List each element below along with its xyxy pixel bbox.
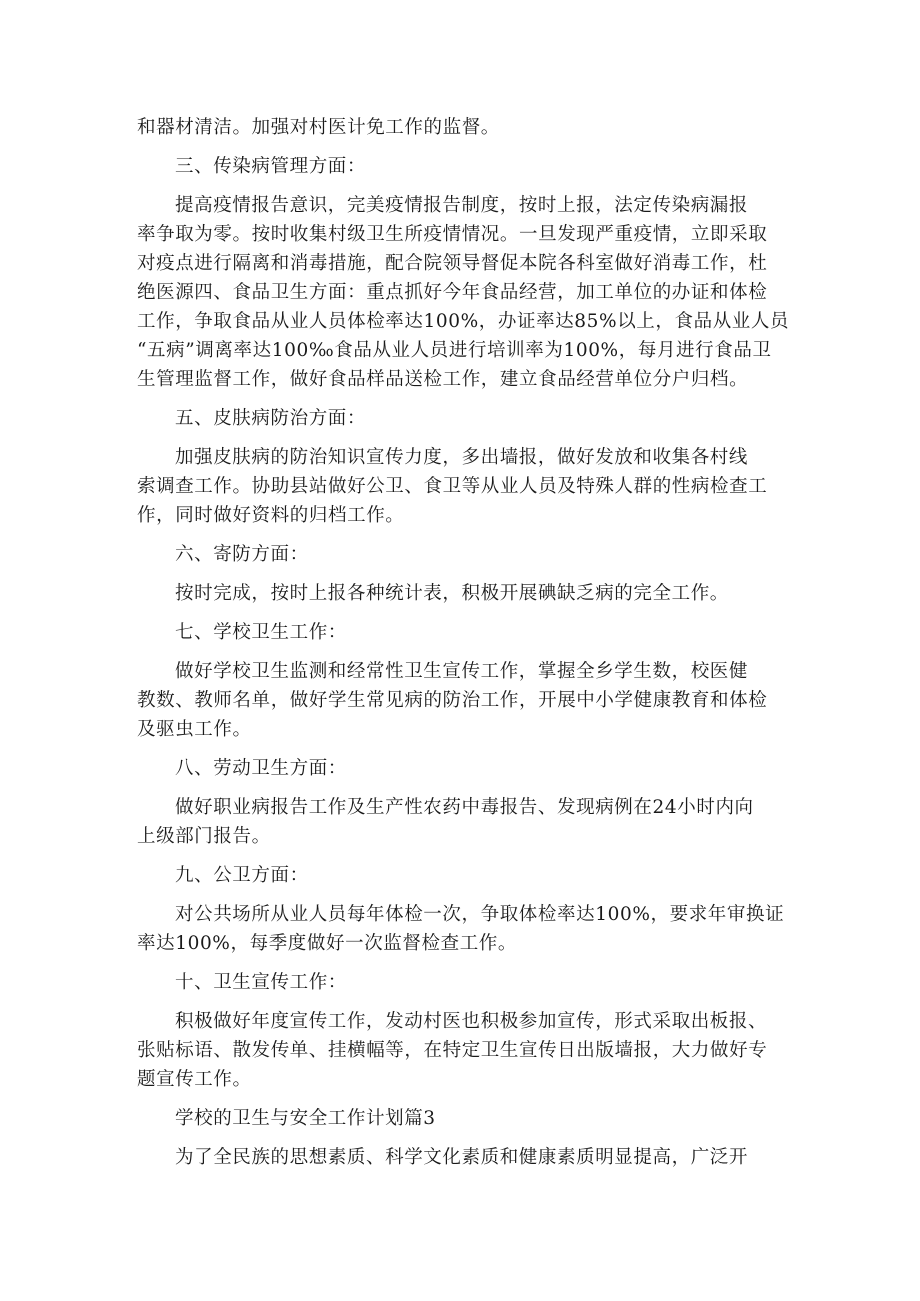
- text-line: 上级部门报告。: [137, 826, 271, 847]
- text-line: 题宣传工作。: [137, 1069, 252, 1090]
- section-heading: [137, 968, 791, 997]
- section-heading: [137, 404, 791, 433]
- body-paragraph: [137, 113, 791, 142]
- text-line: 绝医源四、食品卫生方面：重点抓好今年食品经营，加工单位的办证和体检: [137, 282, 768, 303]
- text-line: 张贴标语、散发传单、挂横幅等，在特定卫生宣传日出版墙报，大力做好专: [137, 1040, 768, 1061]
- section-heading: [137, 754, 791, 783]
- body-paragraph: [137, 191, 791, 394]
- text-line: 学校的卫生与安全工作计划篇3: [175, 1108, 436, 1129]
- text-line: 率争取为零。按时收集村级卫生所疫情情况。一旦发现严重疫情，立即采取: [137, 224, 768, 245]
- section-heading: [137, 1104, 791, 1133]
- text-line: 六、寄防方面：: [175, 544, 309, 565]
- text-line: 对疫点进行隔离和消毒措施，配合院领导督促本院各科室做好消毒工作，杜: [137, 253, 768, 274]
- text-line: 生管理监督工作，做好食品样品送检工作，建立食品经营单位分户归档。: [137, 369, 749, 390]
- text-line: 五、皮肤病防治方面：: [175, 408, 367, 429]
- text-line: 按时完成，按时上报各种统计表，积极开展碘缺乏病的完全工作。: [175, 583, 729, 604]
- text-line: 做好学校卫生监测和经常性卫生宣传工作，掌握全乡学生数，校医健: [175, 661, 749, 682]
- text-line: 及驱虫工作。: [137, 719, 252, 740]
- text-line: 教数、教师名单，做好学生常见病的防治工作，开展中小学健康教育和体检: [137, 690, 768, 711]
- text-line: 工作，争取食品从业人员体检率达100%，办证率达85%以上，食品从业人员: [137, 311, 790, 332]
- text-line: 为了全民族的思想素质、科学文化素质和健康素质明显提高，广泛开: [175, 1147, 749, 1168]
- text-line: 九、公卫方面：: [175, 865, 309, 886]
- text-line: 对公共场所从业人员每年体检一次，争取体检率达100%，要求年审换证: [175, 904, 785, 925]
- text-line: 积极做好年度宣传工作，发动村医也积极参加宣传，形式采取出板报、: [175, 1011, 768, 1032]
- text-line: 三、传染病管理方面：: [175, 156, 367, 177]
- section-heading: [137, 540, 791, 569]
- body-paragraph: [137, 1007, 791, 1094]
- text-line: “五病”调离率达100‰食品从业人员进行培训率为100%，每月进行食品卫: [137, 340, 772, 361]
- document-body: [137, 113, 791, 1172]
- section-heading: [137, 861, 791, 890]
- text-line: 加强皮肤病的防治知识宣传力度，多出墙报，做好发放和收集各村线: [175, 447, 749, 468]
- text-line: 做好职业病报告工作及生产性农药中毒报告、发现病例在24小时内向: [175, 797, 754, 818]
- body-paragraph: [137, 900, 791, 958]
- text-line: 作，同时做好资料的归档工作。: [137, 505, 405, 526]
- section-heading: [137, 618, 791, 647]
- text-line: 十、卫生宣传工作：: [175, 972, 347, 993]
- section-heading: [137, 152, 791, 181]
- body-paragraph: [137, 579, 791, 608]
- body-paragraph: [137, 793, 791, 851]
- body-paragraph: [137, 1143, 791, 1172]
- body-paragraph: [137, 657, 791, 744]
- text-line: 八、劳动卫生方面：: [175, 758, 347, 779]
- body-paragraph: [137, 443, 791, 530]
- text-line: 率达100%，每季度做好一次监督检查工作。: [137, 933, 517, 954]
- text-line: 和器材清洁。加强对村医计免工作的监督。: [137, 117, 500, 138]
- text-line: 提高疫情报告意识，完美疫情报告制度，按时上报，法定传染病漏报: [175, 195, 749, 216]
- text-line: 七、学校卫生工作：: [175, 622, 347, 643]
- text-line: 索调查工作。协助县站做好公卫、食卫等从业人员及特殊人群的性病检查工: [137, 476, 768, 497]
